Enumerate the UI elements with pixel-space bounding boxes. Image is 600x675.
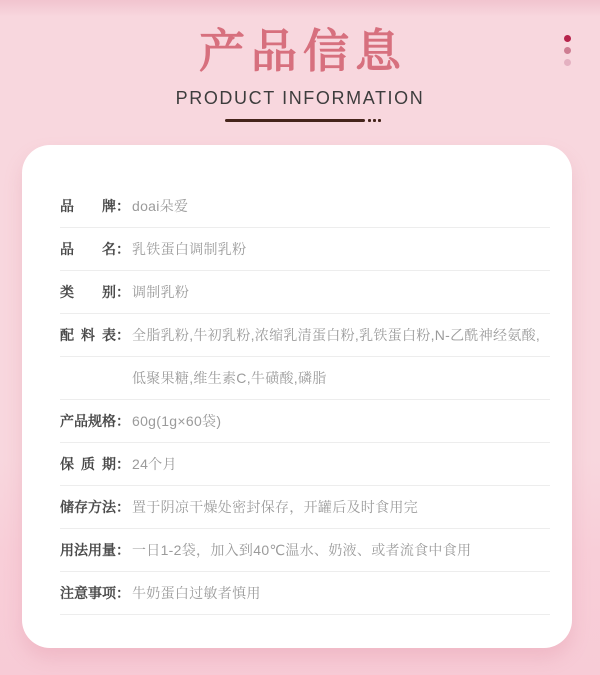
ellipsis-dot <box>378 119 381 122</box>
row-value: 60g(1g×60袋) <box>132 413 222 429</box>
row-label: 储存方法 <box>60 499 116 515</box>
info-row-brand <box>60 185 550 228</box>
ellipsis-dot <box>373 119 376 122</box>
row-value: 置于阴凉干燥处密封保存，开罐后及时食用完 <box>132 499 418 515</box>
row-colon: ： <box>116 499 130 515</box>
dot-bottom <box>564 59 571 66</box>
title-underline <box>225 119 365 122</box>
info-row-product-name <box>60 228 550 271</box>
row-value: 24个月 <box>132 456 177 472</box>
row-colon: ： <box>116 456 130 472</box>
info-row-specification <box>60 400 550 443</box>
row-value: 全脂乳粉,牛初乳粉,浓缩乳清蛋白粉,乳铁蛋白粉,N-乙酰神经氨酸, <box>132 327 541 343</box>
row-value: 乳铁蛋白调制乳粉 <box>132 241 247 257</box>
info-row-ingredients-continued <box>60 357 550 400</box>
row-value: doai朵爱 <box>132 198 189 214</box>
row-colon: ： <box>116 241 130 257</box>
page-subtitle: PRODUCT INFORMATION <box>175 87 425 108</box>
product-info-card <box>22 145 572 648</box>
vertical-dots-icon <box>564 35 571 66</box>
info-row-ingredients <box>60 314 550 357</box>
row-colon: ： <box>116 413 130 429</box>
row-label: 配料表 <box>60 327 116 343</box>
row-label: 保质期 <box>60 456 116 472</box>
row-label: 品名 <box>60 241 116 257</box>
row-label: 类别 <box>60 284 116 300</box>
page-title: 产品信息 <box>199 25 407 77</box>
row-value: 牛奶蛋白过敏者慎用 <box>132 585 261 601</box>
row-colon: ： <box>116 585 130 601</box>
row-value: 低聚果糖,维生素C,牛磺酸,磷脂 <box>132 370 327 386</box>
row-label: 注意事项 <box>60 585 116 601</box>
row-label: 产品规格 <box>60 413 116 429</box>
ellipsis-dot <box>368 119 371 122</box>
info-row-shelf-life <box>60 443 550 486</box>
row-colon: ： <box>116 327 130 343</box>
ellipsis-dots-icon <box>368 119 381 122</box>
dot-top <box>564 35 571 42</box>
row-colon: ： <box>116 198 130 214</box>
row-value: 一日1-2袋，加入到40℃温水、奶液、或者流食中食用 <box>132 542 472 558</box>
row-value: 调制乳粉 <box>132 284 190 300</box>
info-row-usage <box>60 529 550 572</box>
row-colon: ： <box>116 542 130 558</box>
product-info-header <box>0 0 600 109</box>
dot-middle <box>564 47 571 54</box>
row-label: 品牌 <box>60 198 116 214</box>
info-row-storage <box>60 486 550 529</box>
row-colon: ： <box>116 284 130 300</box>
row-label: 用法用量 <box>60 542 116 558</box>
info-row-precautions <box>60 572 550 615</box>
info-row-category <box>60 271 550 314</box>
